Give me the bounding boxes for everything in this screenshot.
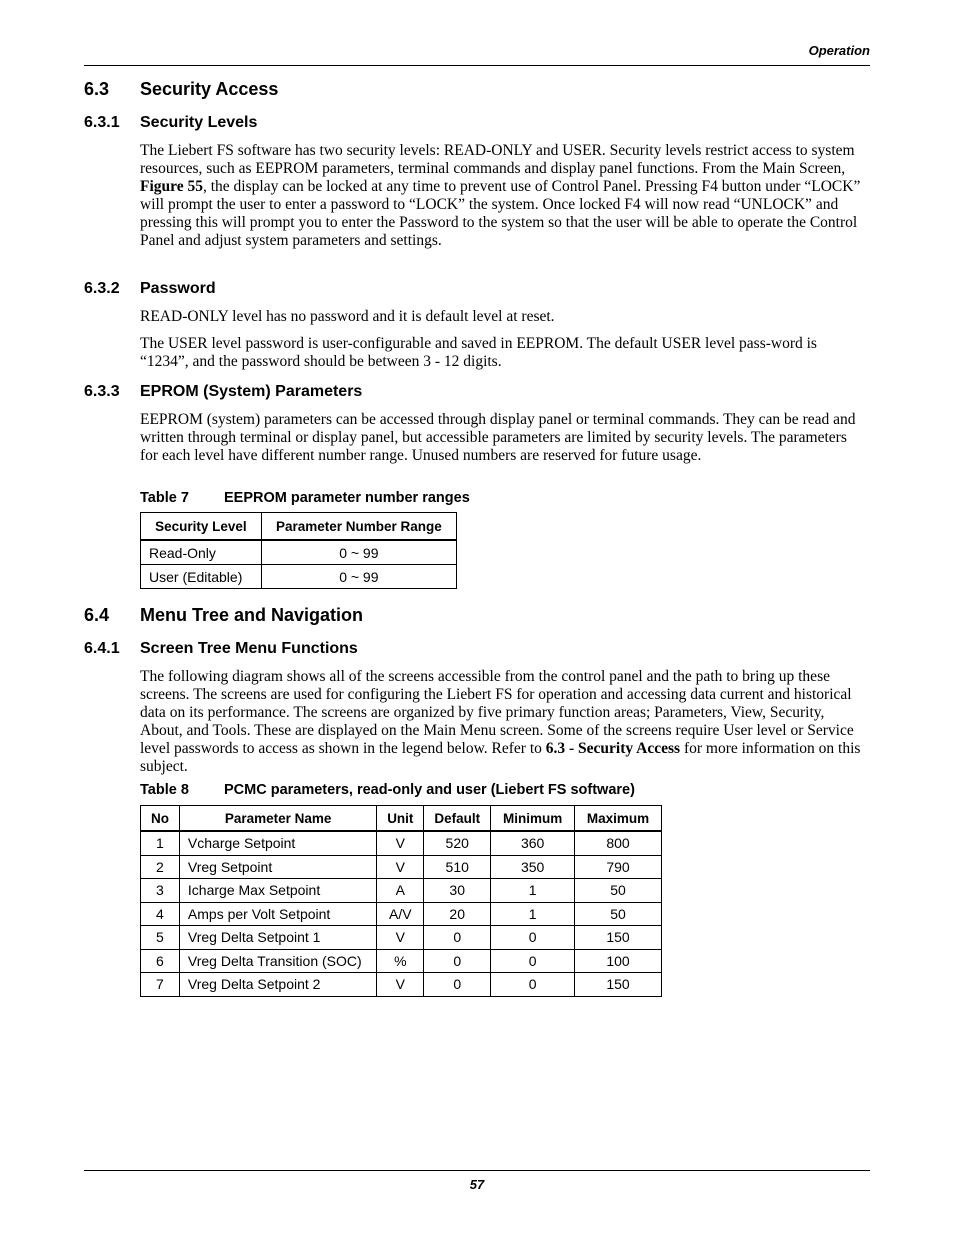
running-header: Operation [808,43,870,58]
table-cell: 2 [141,855,180,879]
table-cell: 150 [575,926,662,950]
col-header: Default [424,806,491,832]
table-header-row [141,806,662,832]
table-cell: V [377,855,424,879]
table-cell: 0 [491,926,575,950]
col-header: Parameter Name [179,806,376,832]
table-cell: V [377,926,424,950]
table-cell: 7 [141,973,180,997]
table-cell: Vcharge Setpoint [179,831,376,855]
table-row [141,879,662,903]
screen-tree-paragraph: The following diagram shows all of the screens accessible from the control panel and the path to bring up these screens. The screens are used for configuring the Liebert FS for operation and accessing data current and historical data on its performance. The screens are organized by five primary function areas; Parameters, View, Security, About, and Tools. These are displayed on the Main Menu screen. Some of the screens require User level or Service level passwords to access as shown in the legend below. Refer to 6.3 - Security Access for more information on this subject. [140,668,861,775]
eprom-paragraph: EEPROM (system) parameters can be accessed through display panel or terminal commands. They can be read and written through terminal or display panel, but accessible parameters are limited by security levels. The parameters for each level have different number range. Unused numbers are reserved for future usage. [140,411,856,464]
section-6-3-1-heading: 6.3.1 Security Levels [84,114,258,131]
footer-rule [84,1170,870,1171]
figure-55-reference: Figure 55 [140,177,203,195]
table-cell: 150 [575,973,662,997]
table-cell: User (Editable) [141,565,262,589]
section-6-4-heading: 6.4 Menu Tree and Navigation [84,605,364,625]
table-cell: 0 [424,926,491,950]
table-row [141,973,662,997]
table-cell: 1 [491,879,575,903]
table-cell: Icharge Max Setpoint [179,879,376,903]
table-cell: Vreg Delta Setpoint 2 [179,973,376,997]
table-cell: Vreg Delta Transition (SOC) [179,949,376,973]
header-rule [84,65,870,66]
table-cell: 50 [575,879,662,903]
table-cell: 360 [491,831,575,855]
table-cell: 4 [141,902,180,926]
table-cell: 30 [424,879,491,903]
table-cell: 0 ~ 99 [261,540,456,565]
table-row [141,926,662,950]
table-cell: 100 [575,949,662,973]
col-header: Maximum [575,806,662,832]
table-cell: 0 [491,949,575,973]
table-cell: 3 [141,879,180,903]
table-cell: 0 [424,949,491,973]
section-6-4-1-heading: 6.4.1 Screen Tree Menu Functions [84,640,358,657]
password-paragraph-2: The USER level password is user-configurable and saved in EEPROM. The default USER level pass-word is “1234”, and the password should be between 3 - 12 digits. [140,335,817,370]
table-cell: V [377,973,424,997]
table-cell: A/V [377,902,424,926]
eeprom-ranges-table [140,512,457,589]
table-row [141,855,662,879]
col-header: Parameter Number Range [261,513,456,541]
table-cell: 1 [141,831,180,855]
table-cell: A [377,879,424,903]
table-7-caption: Table 7 EEPROM parameter number ranges [140,490,470,506]
table-cell: Read-Only [141,540,262,565]
table-cell: 800 [575,831,662,855]
table-cell: 790 [575,855,662,879]
table-cell: 510 [424,855,491,879]
section-6-3-2-heading: 6.3.2 Password [84,280,216,297]
table-cell: 520 [424,831,491,855]
page-number: 57 [469,1177,485,1192]
table-cell: 6 [141,949,180,973]
table-cell: 50 [575,902,662,926]
col-header: Unit [377,806,424,832]
table-cell: 1 [491,902,575,926]
section-6-3-3-heading: 6.3.3 EPROM (System) Parameters [84,383,363,400]
table-cell: 350 [491,855,575,879]
col-header: No [141,806,180,832]
table-row [141,540,457,565]
col-header: Security Level [141,513,262,541]
table-cell: Vreg Delta Setpoint 1 [179,926,376,950]
pcmc-parameters-table [140,805,662,997]
col-header: Minimum [491,806,575,832]
table-cell: 0 [424,973,491,997]
table-row [141,902,662,926]
table-cell: V [377,831,424,855]
table-header-row [141,513,457,541]
table-8-caption: Table 8 PCMC parameters, read-only and user (Liebert FS software) [140,782,635,798]
table-cell: 0 ~ 99 [261,565,456,589]
table-cell: Amps per Volt Setpoint [179,902,376,926]
table-cell: Vreg Setpoint [179,855,376,879]
section-reference: 6.3 - Security Access [545,739,681,757]
table-cell: 5 [141,926,180,950]
table-row [141,565,457,589]
table-cell: % [377,949,424,973]
table-row [141,831,662,855]
password-paragraph-1: READ-ONLY level has no password and it is default level at reset. [140,308,555,325]
section-6-3-heading: 6.3 Security Access [84,79,279,99]
table-row [141,949,662,973]
table-cell: 20 [424,902,491,926]
table-cell: 0 [491,973,575,997]
security-levels-paragraph: The Liebert FS software has two security levels: READ-ONLY and USER. Security levels restrict access to system resources, such as EEPROM parameters, terminal commands and display panel functions. From the Main Screen, Figure 55, the display can be locked at any time to prevent use of Control Panel. Pressing F4 button under “LOCK” will prompt the user to enter a password to “LOCK” the system. Once locked F4 will now read “UNLOCK” and pressing this will prompt you to enter the Password to the system so that the user will be able to operate the Control Panel and adjust system parameters and settings. [140,142,861,249]
